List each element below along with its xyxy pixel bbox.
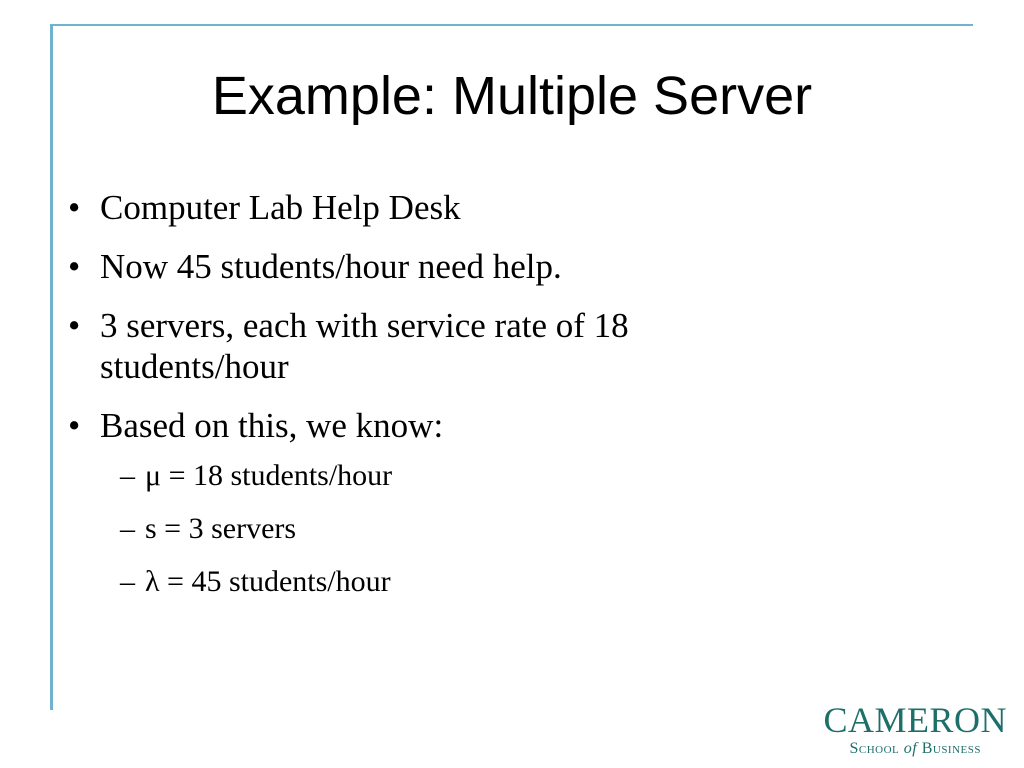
logo-name: CAMERON: [823, 700, 1007, 740]
bullet-list: [60, 187, 820, 618]
bullet-text: 3 servers, each with service rate of 18 students/hour: [100, 306, 629, 386]
bullet-text: Based on this, we know:: [100, 406, 444, 445]
bullet-item-servers: [60, 305, 820, 387]
sub-bullet-text: λ = 45 students/hour: [145, 565, 391, 598]
dash-icon: –: [120, 565, 135, 598]
cameron-logo: [823, 702, 1007, 760]
bullet-text: Now 45 students/hour need help.: [100, 247, 562, 286]
bullet-item-based-on: [60, 405, 820, 600]
logo-school: School: [849, 740, 900, 757]
bullet-icon: •: [68, 406, 81, 445]
logo-business: Business: [921, 740, 981, 757]
sub-bullet-text: μ = 18 students/hour: [145, 459, 393, 492]
slide-title: Example: Multiple Server: [211, 66, 813, 126]
logo-subtitle: [823, 738, 1007, 760]
bullet-item-help-desk: [60, 187, 820, 228]
sub-bullet-list: [100, 458, 820, 600]
logo-of: of: [903, 740, 918, 757]
sub-bullet-s: [100, 511, 820, 547]
frame-top-border: [50, 24, 973, 26]
bullet-icon: •: [68, 188, 81, 227]
bullet-icon: •: [68, 306, 81, 345]
sub-bullet-mu: [100, 458, 820, 494]
sub-bullet-text: s = 3 servers: [145, 512, 297, 545]
dash-icon: –: [120, 459, 135, 492]
bullet-item-arrival-rate: [60, 246, 820, 287]
bullet-text: Computer Lab Help Desk: [100, 188, 461, 227]
sub-bullet-lambda: [100, 564, 820, 600]
dash-icon: –: [120, 512, 135, 545]
bullet-icon: •: [68, 247, 81, 286]
